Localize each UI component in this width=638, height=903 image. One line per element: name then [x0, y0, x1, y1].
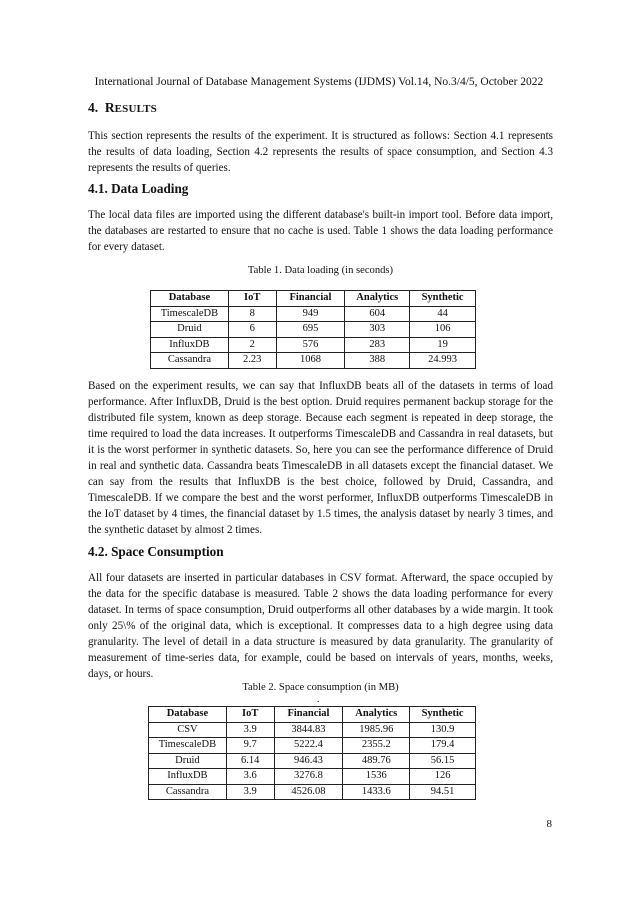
table-row — [149, 738, 476, 754]
table1-caption: Table 1. Data loading (in seconds) — [247, 265, 394, 276]
table1-header-row — [151, 291, 476, 307]
subsection-title-data-loading: 4.1. Data Loading — [88, 181, 189, 196]
table-cell: 2 — [228, 337, 276, 353]
table-cell: 3.9 — [226, 784, 274, 800]
table-cell: 56.15 — [410, 753, 476, 769]
table-cell: 6 — [228, 322, 276, 338]
table-row — [151, 306, 476, 322]
table-cell: 130.9 — [410, 722, 476, 738]
table2-body — [149, 722, 476, 800]
table-cell: 179.4 — [410, 738, 476, 754]
table-cell: 303 — [345, 322, 410, 338]
table-cell: 5222.4 — [274, 738, 343, 754]
data-loading-paragraph-2: Based on the experiment results, we can say that InfluxDB beats all of the datasets in terms of load performance. After InfluxDB, Druid is the best option. Druid requires permanent backup storage for the distributed file system, known as deep storage. Because each segment is repeated in deep storage, the time required to load the data increases. It outperforms TimescaleDB and Cassandra in real datasets, but it is the worst performer in synthetic datasets. So, here you can see the performance difference of Druid in real and synthetic data. Cassandra beats TimescaleDB in all datasets except the financial dataset. We can say from the results that InfluxDB is the best choice, followed by Druid, Cassandra, and TimescaleDB. If we compare the best and the worst performer, InfluxDB outperforms TimescaleDB in the IoT dataset by 4 times, the financial dataset by 1.5 times, the analysis dataset by nearly 3 times, and the synthetic dataset by almost 2 times. — [88, 380, 553, 536]
table-row — [149, 784, 476, 800]
table-cell: TimescaleDB — [149, 738, 227, 754]
data-loading-paragraph-1: The local data files are imported using the different database's built-in import tool. Before data import, the databases are restarted to ensure that no cache is used. Table 1 shows the data loading performance for every dataset. — [88, 209, 553, 253]
table-cell: 24.993 — [410, 353, 476, 369]
table-cell: Cassandra — [149, 784, 227, 800]
table-cell: CSV — [149, 722, 227, 738]
table-cell: 3.6 — [226, 769, 274, 785]
table2-header-cell: IoT — [226, 707, 274, 723]
table-cell: 44 — [410, 306, 476, 322]
table-cell: Druid — [149, 753, 227, 769]
table-cell: 1068 — [276, 353, 345, 369]
table1-header-cell: Database — [151, 291, 229, 307]
table-cell: 576 — [276, 337, 345, 353]
table-cell: 949 — [276, 306, 345, 322]
table-cell: 2.23 — [228, 353, 276, 369]
section-number: 4. — [88, 100, 99, 115]
table-row — [151, 322, 476, 338]
table1-body — [151, 306, 476, 368]
table-cell: 946.43 — [274, 753, 343, 769]
section-title-initial: R — [104, 100, 115, 115]
table-cell: InfluxDB — [149, 769, 227, 785]
table-row — [151, 337, 476, 353]
table-cell: TimescaleDB — [151, 306, 229, 322]
space-consumption-paragraph: All four datasets are inserted in particular databases in CSV format. Afterward, the space occupied by the data for the specific database is measured. Table 2 shows the data loading performance for every dataset. In terms of space consumption, Druid outperforms all other databases by a wide margin. It took only 25\% of the original data, which is exceptional. It compresses data to a high degree using data granularity. The level of detail in a data structure is measured by data granularity. The granularity of measurement of time-series data, for example, could be based on intervals of years, months, weeks, days, or hours. — [88, 572, 553, 680]
table-cell: 3.9 — [226, 722, 274, 738]
table-row — [151, 353, 476, 369]
table-cell: 1536 — [343, 769, 410, 785]
table-cell: 604 — [345, 306, 410, 322]
table-cell: 283 — [345, 337, 410, 353]
table2-header-cell: Analytics — [343, 707, 410, 723]
table-cell: 106 — [410, 322, 476, 338]
table-cell: 6.14 — [226, 753, 274, 769]
table-cell: 19 — [410, 337, 476, 353]
table-cell: 3844.83 — [274, 722, 343, 738]
table-cell: Druid — [151, 322, 229, 338]
table1-header-cell: Analytics — [345, 291, 410, 307]
table-cell: 489.76 — [343, 753, 410, 769]
running-header: International Journal of Database Management Systems (IJDMS) Vol.14, No.3/4/5, October 2022 — [94, 76, 544, 88]
table-cell: 94.51 — [410, 784, 476, 800]
table1-header-cell: Financial — [276, 291, 345, 307]
table-cell: 2355.2 — [343, 738, 410, 754]
section-intro-paragraph: This section represents the results of the experiment. It is structured as follows: Section 4.1 represents the results of data loading, Section 4.2 represents the results of space consumption, and Section 4.3 represents the results of queries. — [88, 130, 553, 174]
table-cell: 9.7 — [226, 738, 274, 754]
table1-header-cell: IoT — [228, 291, 276, 307]
table-cell: 126 — [410, 769, 476, 785]
table2 — [148, 706, 476, 800]
section-title-rest: ESULTS — [114, 103, 158, 115]
table2-header-row — [149, 707, 476, 723]
table2-header-cell: Database — [149, 707, 227, 723]
table-cell: 4526.08 — [274, 784, 343, 800]
table-cell: 388 — [345, 353, 410, 369]
page-number: 8 — [546, 818, 552, 830]
table-row — [149, 753, 476, 769]
subsection-title-space-consumption: 4.2. Space Consumption — [88, 544, 224, 559]
table-row — [149, 769, 476, 785]
table2-header-cell: Synthetic — [410, 707, 476, 723]
table-cell: 8 — [228, 306, 276, 322]
table2-header-cell: Financial — [274, 707, 343, 723]
table-cell: 695 — [276, 322, 345, 338]
table-cell: InfluxDB — [151, 337, 229, 353]
table-cell: 1985.96 — [343, 722, 410, 738]
table1-header-cell: Synthetic — [410, 291, 476, 307]
table-cell: Cassandra — [151, 353, 229, 369]
table2-caption: Table 2. Space consumption (in MB) — [242, 682, 399, 693]
table-cell: 3276.8 — [274, 769, 343, 785]
table2-stray-dot: . — [317, 694, 320, 705]
table-cell: 1433.6 — [343, 784, 410, 800]
section-heading — [88, 100, 157, 116]
table1 — [150, 290, 476, 369]
table-row — [149, 722, 476, 738]
